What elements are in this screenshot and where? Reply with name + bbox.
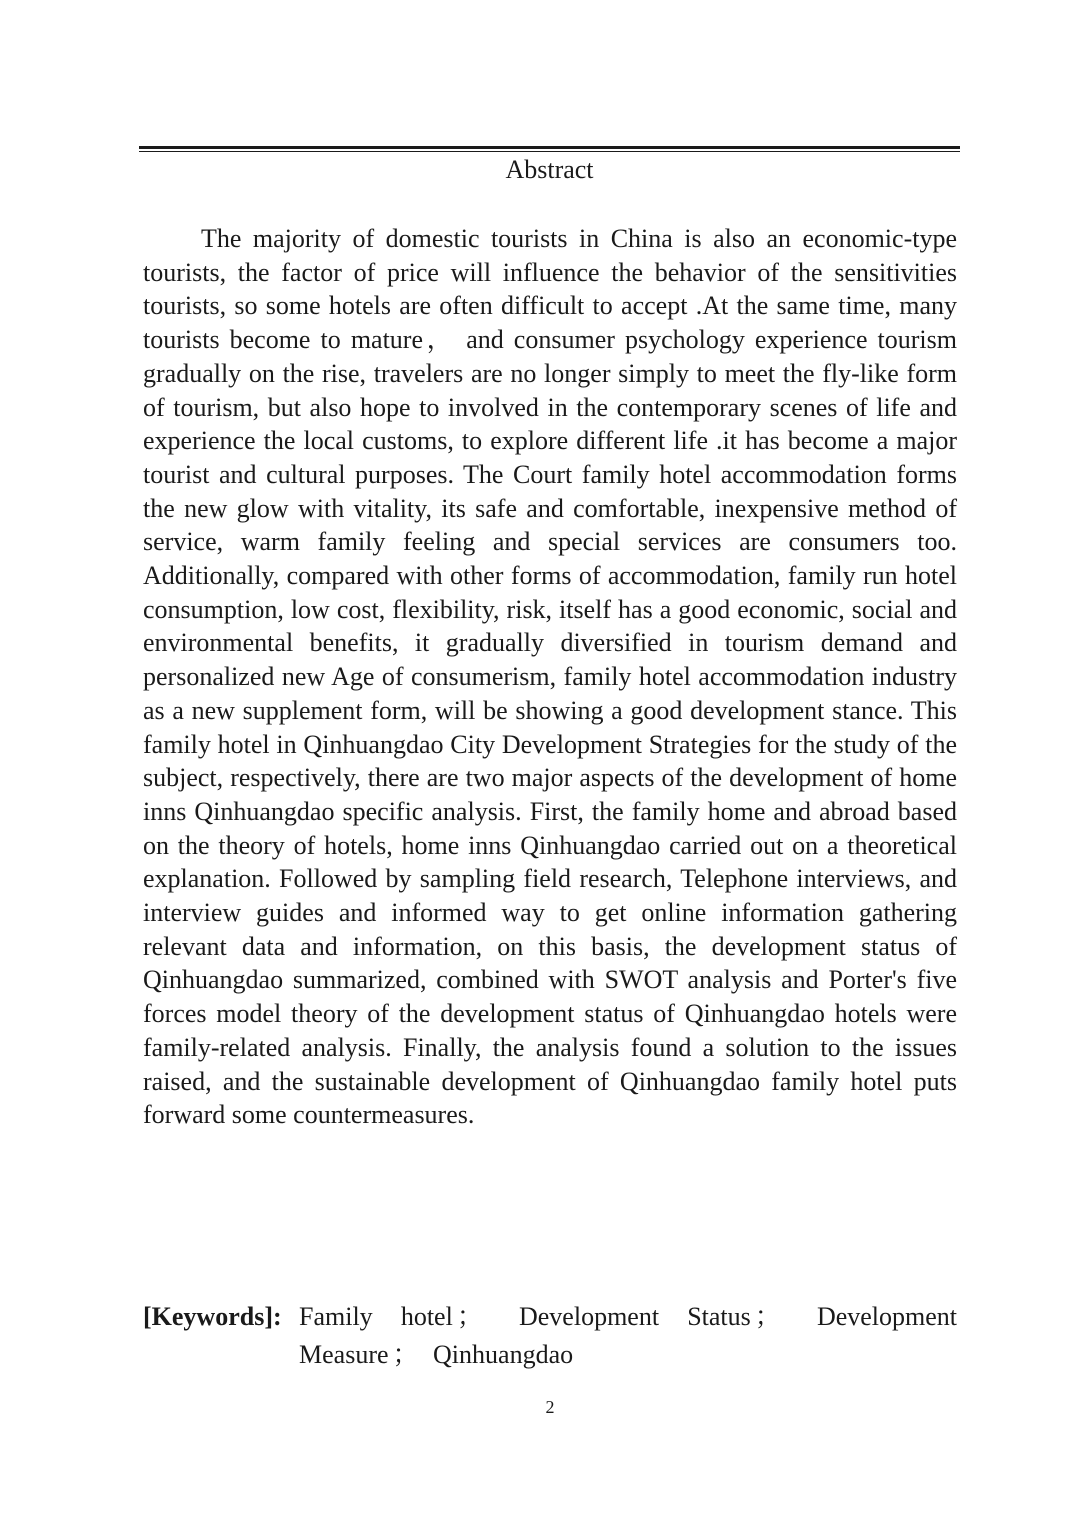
keywords-label: [Keywords]: xyxy=(143,1302,282,1331)
keywords-list xyxy=(299,1298,957,1374)
keyword-item: Development Status xyxy=(518,1302,751,1331)
page-number: 2 xyxy=(545,1397,555,1417)
keyword-separator: ； xyxy=(392,1340,419,1369)
header-rule-thick xyxy=(139,146,960,149)
abstract-body: The majority of domestic tourists in China is also an economic-type tourists, the factor of price will influence the behavior of the sensitivities tourists, so some hotels are often difficult to accept .At the same time, many tourists become to mature， and consumer psychology experience tourism gradually on the rise, travelers are no longer simply to meet the fly-like form of tourism, but also hope to involved in the contemporary scenes of life and experience the local customs, to explore different life .it has become a major tourist and cultural purposes. The Court family hotel accommodation forms the new glow with vitality, its safe and comfortable, inexpensive method of service, warm family feeling and special services are consumers too. Additionally, compared with other forms of accommodation, family run hotel consumption, low cost, flexibility, risk, itself has a good economic, social and environmental benefits, it gradually diversified in tourism demand and personalized new Age of consumerism, family hotel accommodation industry as a new supplement form, will be showing a good development stance. This family hotel in Qinhuangdao City Development Strategies for the study of the subject, respectively, there are two major aspects of the development of home inns Qinhuangdao specific analysis. First, the family home and abroad based on the theory of hotels, home inns Qinhuangdao carried out on a theoretical explanation. Followed by sampling field research, Telephone interviews, and interview guides and informed way to get online information gathering relevant data and information, on this basis, the development status of Qinhuangdao summarized, combined with SWOT analysis and Porter's five forces model theory of the development status of Qinhuangdao hotels were family-related analysis. Finally, the analysis found a solution to the issues raised, and the sustainable development of Qinhuangdao family hotel puts forward some countermeasures. xyxy=(143,224,957,1130)
abstract-title: Abstract xyxy=(505,155,594,184)
keyword-item: Development Measure xyxy=(299,1302,958,1369)
keywords-block xyxy=(143,1298,957,1374)
keyword-item: Qinhuangdao xyxy=(433,1340,574,1369)
keyword-separator: ； xyxy=(754,1302,781,1331)
keyword-item: Family hotel xyxy=(299,1302,453,1331)
keyword-separator: ； xyxy=(456,1302,483,1331)
